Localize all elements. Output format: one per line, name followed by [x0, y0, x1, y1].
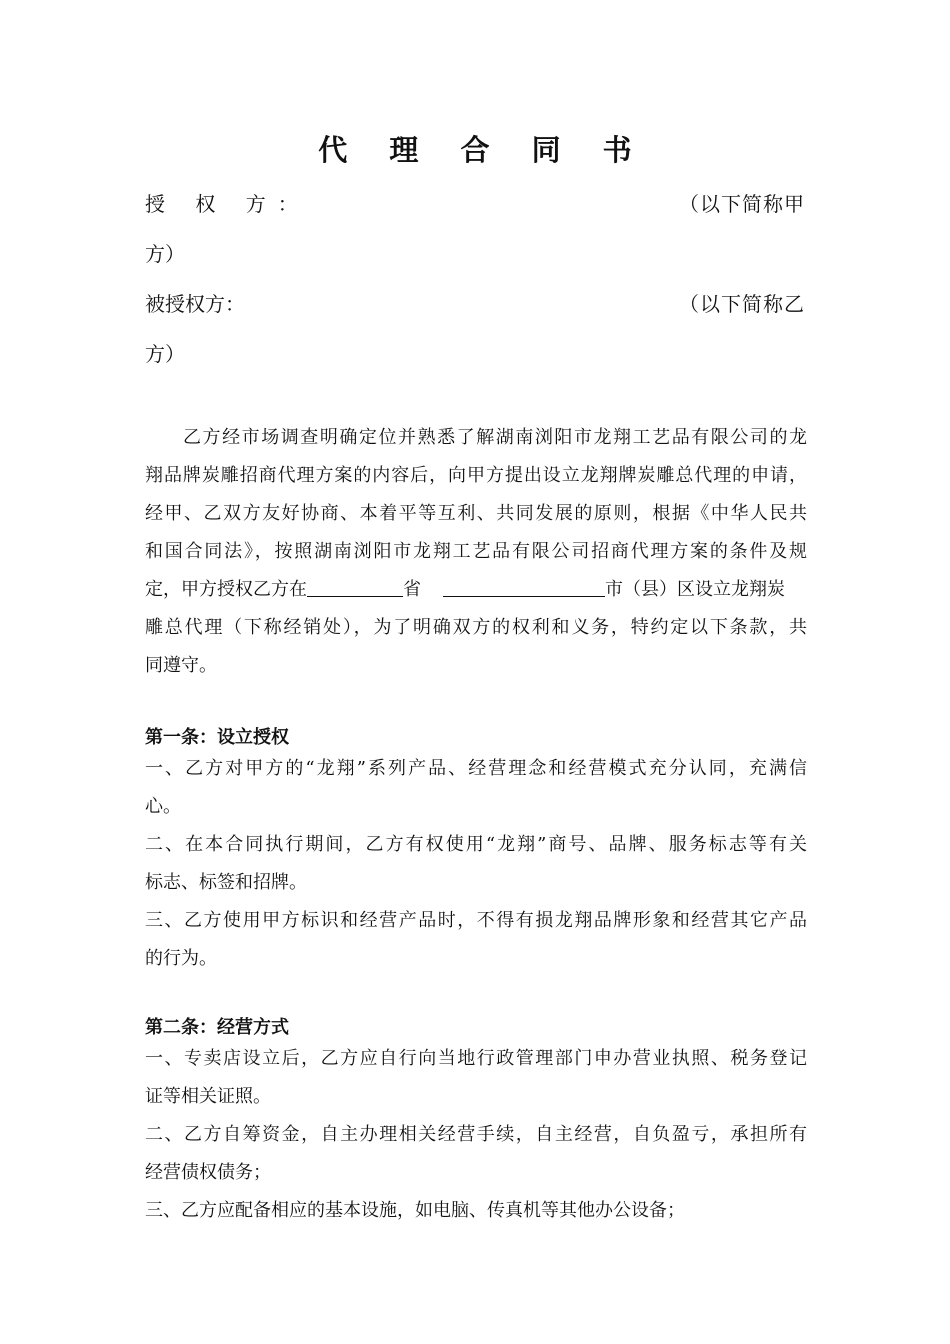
clause-line: 二、乙方自筹资金，自主办理相关经营手续，自主经营，自负盈亏，承担所有 [145, 1124, 807, 1145]
province-blank[interactable] [307, 574, 403, 597]
clause-line: 证等相关证照。 [145, 1086, 271, 1107]
grantor-note: （以下简称甲 [679, 192, 805, 216]
preamble-line: 同遵守。 [145, 655, 217, 676]
city-blank[interactable] [443, 574, 605, 597]
clause-line: 一、专卖店设立后，乙方应自行向当地行政管理部门申办营业执照、税务登记 [145, 1048, 807, 1069]
preamble-line: 乙方经市场调查明确定位并熟悉了解湖南浏阳市龙翔工艺品有限公司的龙 [183, 427, 807, 448]
preamble-line: 翔品牌炭雕招商代理方案的内容后，向甲方提出设立龙翔牌炭雕总代理的申请， [145, 465, 807, 486]
article-2-heading: 第二条：经营方式 [145, 1017, 289, 1038]
grantee-note-cont: 方） [145, 342, 185, 366]
clause-line: 的行为。 [145, 948, 217, 969]
article-1-heading: 第一条：设立授权 [145, 727, 289, 748]
preamble-text: 定，甲方授权乙方在 [145, 579, 307, 600]
clause-line: 标志、标签和招牌。 [145, 872, 307, 893]
clause-line: 一、乙方对甲方的“龙翔”系列产品、经营理念和经营模式充分认同，充满信 [145, 758, 807, 779]
page-title: 代 理 合 同 书 [318, 133, 648, 167]
province-label: 省 [403, 579, 421, 600]
article-2-clauses [145, 1041, 807, 1231]
article-1-clauses [145, 751, 807, 979]
clause-line: 三、乙方应配备相应的基本设施，如电脑、传真机等其他办公设备； [145, 1200, 685, 1221]
grantor-label: 授 权 方： [145, 192, 310, 216]
clause-line: 经营债权债务； [145, 1162, 271, 1183]
preamble-line-with-blanks [145, 571, 807, 609]
preamble-paragraph [145, 419, 807, 685]
grantee-note: （以下简称乙 [679, 292, 805, 316]
clause-line: 心。 [145, 796, 181, 817]
preamble-line: 和国合同法》，按照湖南浏阳市龙翔工艺品有限公司招商代理方案的条件及规 [145, 541, 807, 562]
preamble-line: 雕总代理（下称经销处），为了明确双方的权利和义务，特约定以下条款，共 [145, 617, 807, 638]
clause-line: 二、在本合同执行期间，乙方有权使用“龙翔”商号、品牌、服务标志等有关 [145, 834, 807, 855]
grantee-row [145, 288, 805, 318]
city-label: 市（县）区设立龙翔炭 [605, 579, 785, 600]
grantor-note-cont: 方） [145, 242, 185, 266]
clause-line: 三、乙方使用甲方标识和经营产品时，不得有损龙翔品牌形象和经营其它产品 [145, 910, 807, 931]
grantee-label: 被授权方： [145, 292, 245, 316]
grantor-row [145, 188, 805, 218]
preamble-line: 经甲、乙双方友好协商、本着平等互利、共同发展的原则，根据《中华人民共 [145, 503, 807, 524]
